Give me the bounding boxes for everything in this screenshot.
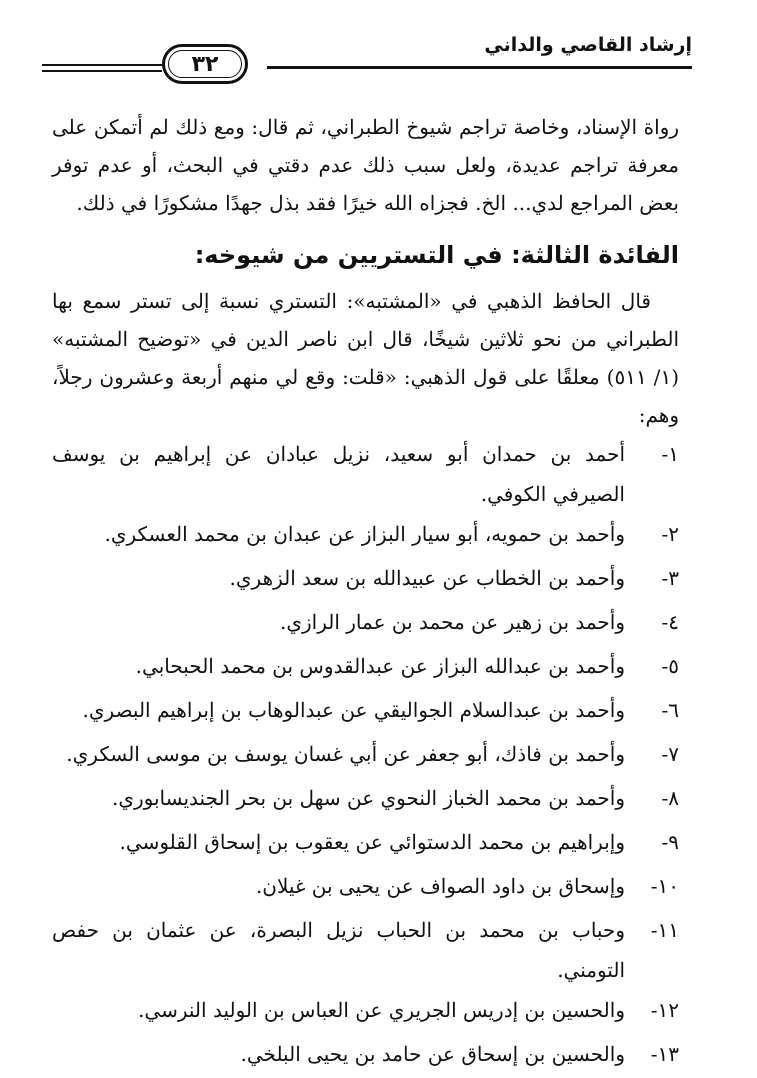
item-text: أحمد بن حمدان أبو سعيد، نزيل عبادان عن إبراهيم بن يوسف الصيرفي الكوفي. [52, 442, 625, 506]
item-number: ١- [661, 442, 679, 466]
page-body [52, 108, 679, 1078]
item-number: ١٣- [650, 1042, 679, 1066]
list-item [52, 690, 679, 734]
item-number: ٦- [661, 698, 679, 722]
list-item [52, 822, 679, 866]
narrators-list [52, 434, 679, 1078]
item-number: ٣- [661, 566, 679, 590]
item-text: وأحمد بن الخطاب عن عبيدالله بن سعد الزهري. [229, 566, 625, 590]
item-text: والحسين بن إدريس الجريري عن العباس بن الوليد النرسي. [138, 998, 625, 1022]
item-number: ٢- [661, 522, 679, 546]
running-title: إرشاد القاصي والداني [484, 34, 692, 56]
page-number: ٣٢ [162, 44, 248, 84]
item-text: وأحمد بن فاذك، أبو جعفر عن أبي غسان يوسف بن موسى السكري. [66, 742, 625, 766]
item-text: وأحمد بن عبدالسلام الجواليقي عن عبدالوهاب بن إبراهيم البصري. [82, 698, 625, 722]
header-double-rule-bottom [42, 70, 162, 72]
item-text: وإبراهيم بن محمد الدستوائي عن يعقوب بن إسحاق القلوسي. [119, 830, 625, 854]
item-number: ٧- [661, 742, 679, 766]
item-number: ١٠- [650, 874, 679, 898]
section-paragraph: قال الحافظ الذهبي في «المشتبه»: التستري نسبة إلى تستر سمع بها الطبراني من نحو ثلاثين شيخًا، قال ابن ناصر الدين في «توضيح المشتبه» (١/ ٥١١) معلقًا على قول الذهبي: «قلت: وقع لي منهم أربعة وعشرون رجلاً، وهم: [52, 289, 679, 427]
item-number: ٩- [661, 830, 679, 854]
item-text: والحسين بن إسحاق عن حامد بن يحيى البلخي. [240, 1042, 625, 1066]
item-text: وأحمد بن زهير عن محمد بن عمار الرازي. [280, 610, 625, 634]
item-number: ٤- [661, 610, 679, 634]
list-item [52, 646, 679, 690]
item-text: وحباب بن محمد بن الحباب نزيل البصرة، عن عثمان بن حفص التومني. [52, 918, 625, 982]
list-item [52, 910, 679, 990]
list-item [52, 734, 679, 778]
intro-paragraph: رواة الإسناد، وخاصة تراجم شيوخ الطبراني، ثم قال: ومع ذلك لم أتمكن على معرفة تراجم عديدة، ولعل سبب ذلك عدم دقتي في البحث، أو عدم توفر بعض المراجع لدي... الخ. فجزاه الله خيرًا فقد بذل جهدًا مشكورًا في ذلك. [52, 115, 679, 215]
list-item [52, 602, 679, 646]
list-item [52, 558, 679, 602]
list-item [52, 778, 679, 822]
item-number: ١٢- [650, 998, 679, 1022]
item-number: ٨- [661, 786, 679, 810]
item-text: وأحمد بن حمويه، أبو سيار البزاز عن عبدان بن محمد العسكري. [104, 522, 625, 546]
item-number: ١١- [650, 918, 679, 942]
item-text: وأحمد بن عبدالله البزاز عن عبدالقدوس بن محمد الحبحابي. [135, 654, 625, 678]
list-item [52, 1034, 679, 1078]
item-text: وإسحاق بن داود الصواف عن يحيى بن غيلان. [255, 874, 625, 898]
section-heading: الفائدة الثالثة: في التستريين من شيوخه: [194, 241, 679, 269]
page-header [42, 30, 692, 90]
item-number: ٥- [661, 654, 679, 678]
item-text: وأحمد بن محمد الخباز النحوي عن سهل بن بحر الجنديسابوري. [111, 786, 625, 810]
list-item [52, 990, 679, 1034]
list-item [52, 434, 679, 514]
header-double-rule-top [42, 64, 162, 66]
list-item [52, 514, 679, 558]
list-item [52, 866, 679, 910]
header-rule [267, 66, 692, 69]
